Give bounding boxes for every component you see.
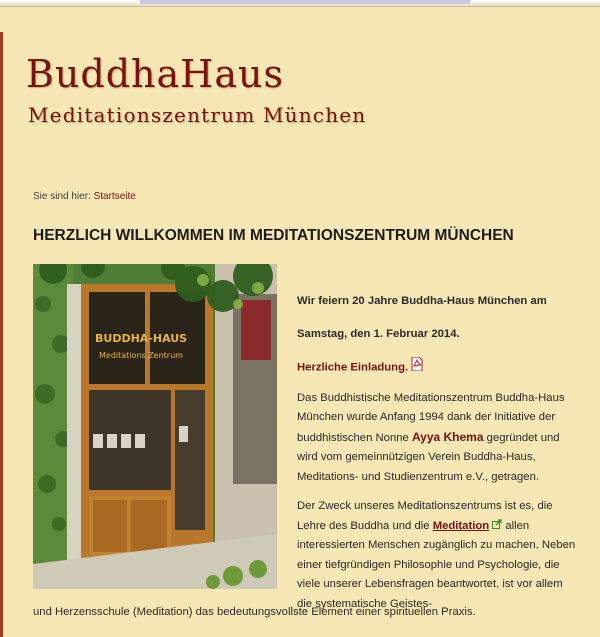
purpose-text-a: Der Zweck unseres Meditationszentrums ist es, die Lehre des Buddha und die bbox=[297, 500, 553, 532]
invitation-link[interactable]: Herzliche Einladung. bbox=[297, 361, 409, 374]
ayya-khema-link[interactable]: Ayya Khema bbox=[411, 429, 484, 444]
pdf-icon[interactable] bbox=[411, 357, 423, 379]
external-link-icon[interactable] bbox=[492, 517, 502, 537]
paragraph-history bbox=[297, 389, 577, 488]
history-text-b: gegründet und wird vom gemeinnützigen Verein Buddha-Haus, Meditations- und Studienzentrum e.V., getragen. bbox=[297, 431, 560, 483]
paragraph-purpose bbox=[297, 497, 577, 614]
photo-sign-line1: BUDDHA-HAUS bbox=[95, 332, 188, 345]
browser-top-bar bbox=[0, 0, 600, 7]
site-logo-title[interactable]: BuddhaHaus bbox=[26, 52, 284, 96]
purpose-text-b: allen interessierten Menschen zugänglich zu machen. Neben einer tiefgründigen Philosophie und Psychologie, die viele unserer Lebensfragen beantwortet, ist vor allem die systematische Geistes- bbox=[297, 519, 576, 610]
building-photo bbox=[33, 264, 277, 589]
photo-sign-line2: Meditations Zentrum bbox=[99, 351, 183, 360]
site-logo-subtitle[interactable]: Meditationszentrum München bbox=[28, 103, 367, 127]
announcement-line1: Wir feiern 20 Jahre Buddha-Haus München am bbox=[297, 295, 547, 307]
breadcrumb-prefix: Sie sind hier: bbox=[33, 191, 91, 202]
purpose-text-tail: und Herzensschule (Meditation) das bedeutungsvollste Element einer spirituellen Praxis. bbox=[33, 606, 476, 618]
history-text-a: Das Buddhistische Meditationszentrum Buddha-Haus München wurde Anfang 1994 dank der Initiative der buddhistischen Nonne bbox=[297, 391, 565, 444]
intro-text bbox=[297, 292, 577, 614]
meditation-link[interactable]: Meditation bbox=[432, 519, 490, 532]
breadcrumb bbox=[33, 191, 136, 202]
announcement-line2: Samstag, den 1. Februar 2014. bbox=[297, 327, 460, 340]
breadcrumb-home-link[interactable]: Startseite bbox=[93, 191, 136, 202]
top-bar-segment bbox=[140, 0, 470, 4]
invitation-row bbox=[297, 357, 577, 379]
page-title: HERZLICH WILLKOMMEN IM MEDITATIONSZENTRUM MÜNCHEN bbox=[33, 227, 514, 244]
